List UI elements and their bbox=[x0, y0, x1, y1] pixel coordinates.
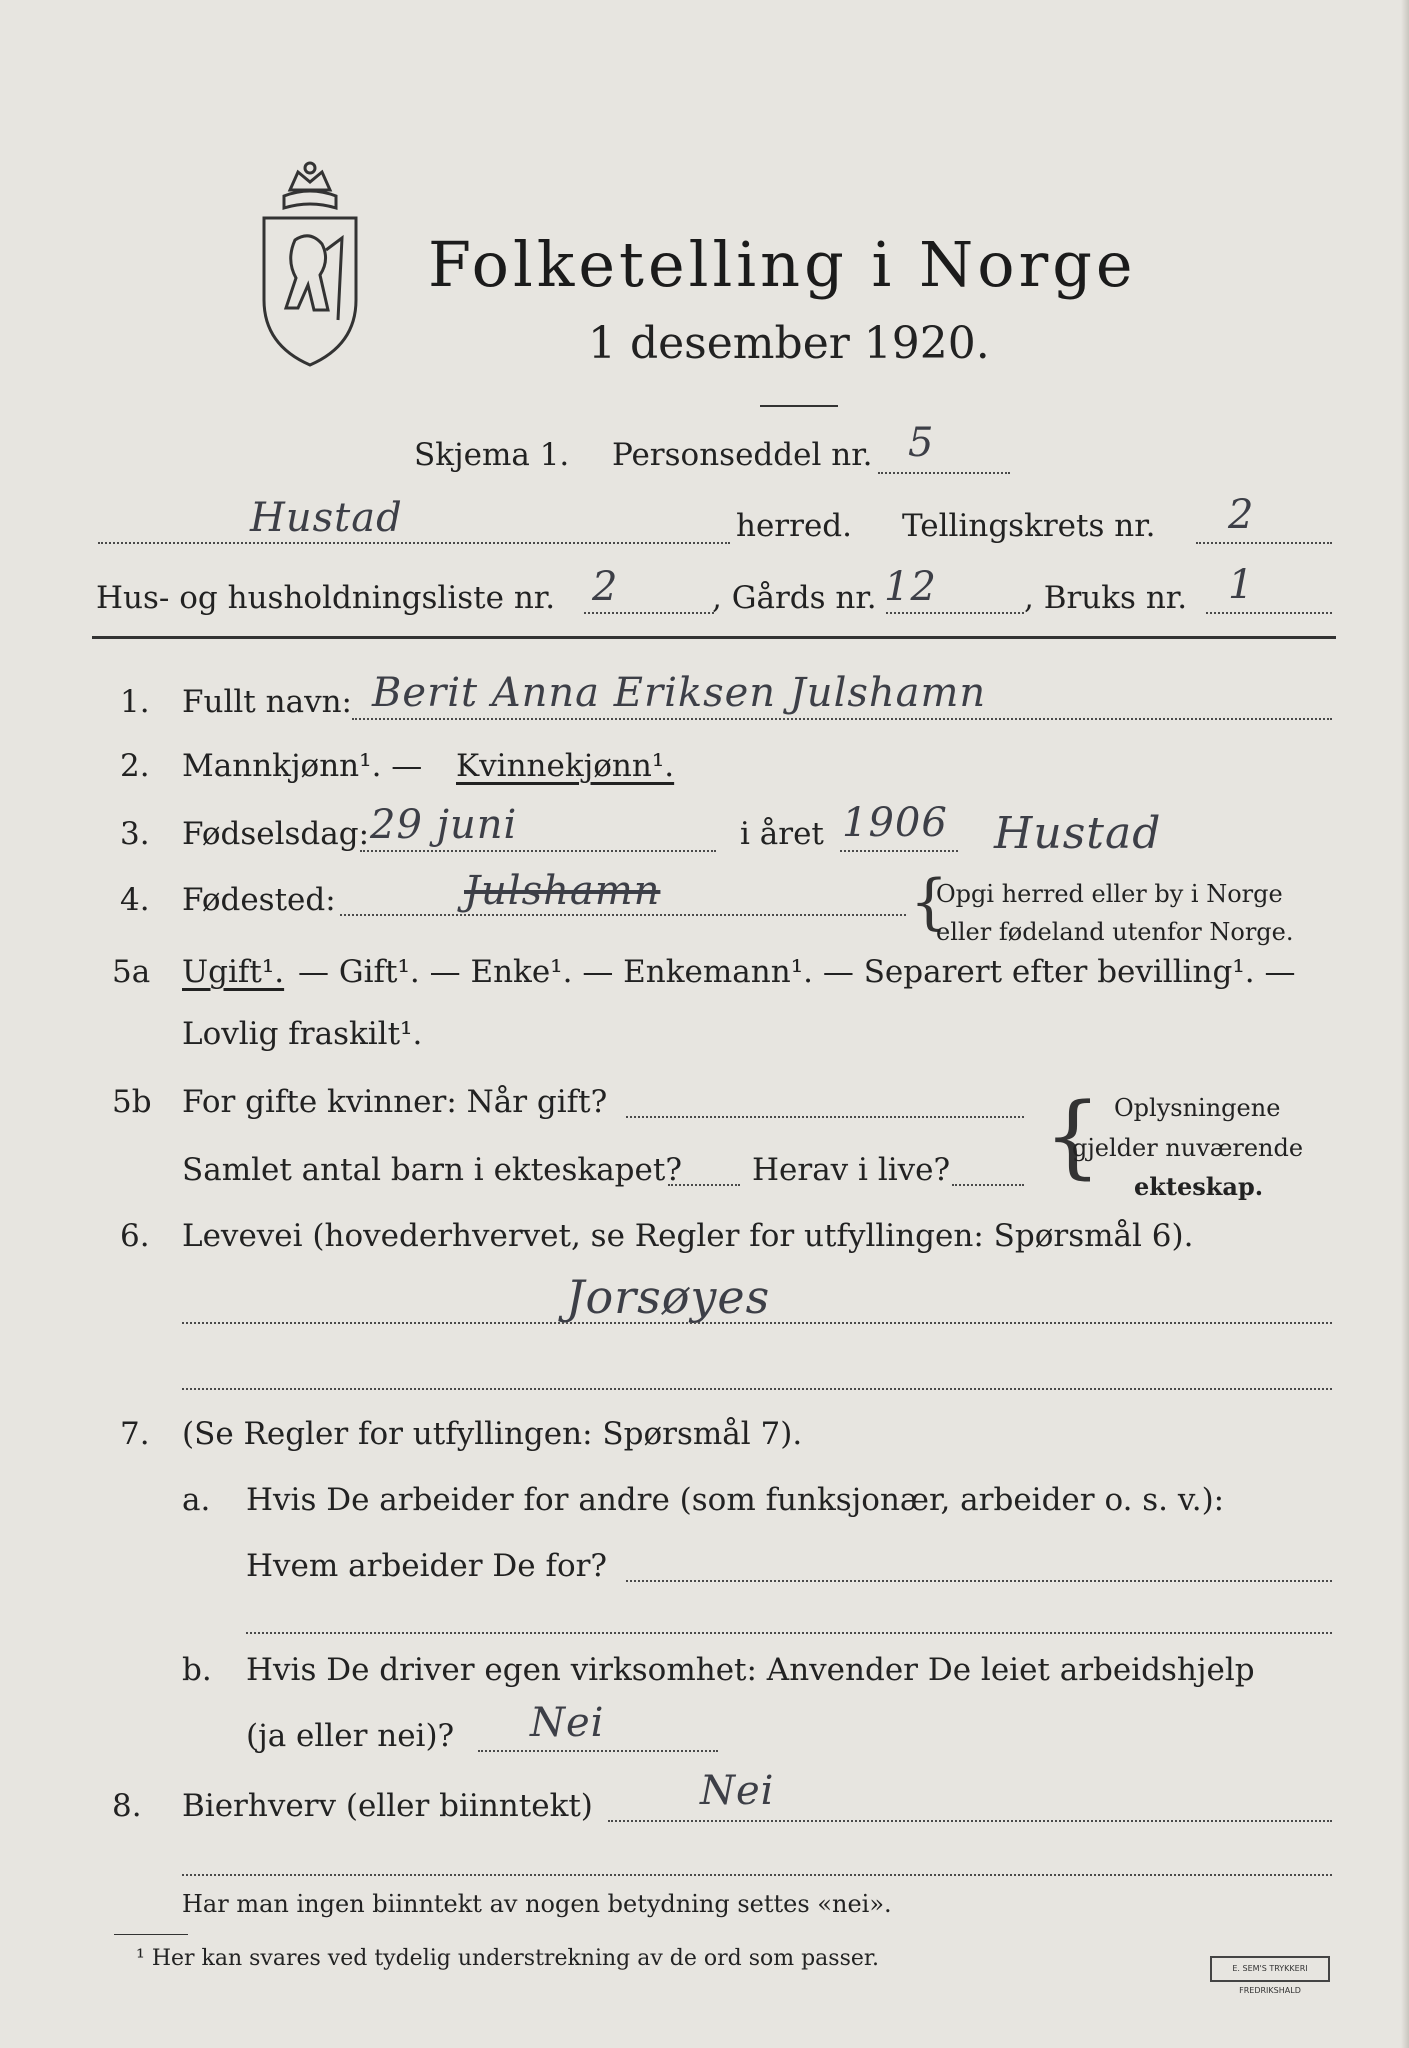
q5b-alive-label: Herav i live? bbox=[752, 1152, 951, 1188]
tellingskrets-value[interactable]: 2 bbox=[1228, 492, 1255, 538]
header-rule bbox=[92, 636, 1336, 639]
gards-value[interactable]: 12 bbox=[884, 564, 937, 610]
footnote-rule bbox=[114, 1934, 188, 1935]
printer-stamp: E. SEM'S TRYKKERI FREDRIKSHALD bbox=[1210, 1956, 1330, 1982]
q7b-line2: (ja eller nei)? bbox=[246, 1718, 455, 1754]
bruks-label: , Bruks nr. bbox=[1024, 580, 1188, 616]
q4-note-line1: Opgi herred eller by i Norge bbox=[936, 880, 1283, 908]
herred-label: herred. bbox=[736, 508, 852, 544]
q7b-line1: Hvis De driver egen virksomhet: Anvender De leiet arbeidshjelp bbox=[246, 1652, 1255, 1688]
q3-number: 3. bbox=[120, 816, 150, 852]
kvinnekjonn-option[interactable]: Kvinnekjønn¹. bbox=[456, 748, 675, 784]
q5b-note-line1: Oplysningene bbox=[1114, 1094, 1281, 1122]
civil-status-options[interactable]: — Gift¹. — Enke¹. — Enkemann¹. — Separert efter bevilling¹. — bbox=[298, 954, 1296, 990]
q4-label: Fødested: bbox=[182, 882, 336, 918]
q7b-number: b. bbox=[182, 1652, 212, 1688]
footnote: ¹ Her kan svares ved tydelig understrekning av de ord som passer. bbox=[136, 1946, 879, 1971]
census-date: 1 desember 1920. bbox=[588, 318, 990, 369]
birth-day-value[interactable]: 29 juni bbox=[370, 802, 518, 848]
personseddel-value[interactable]: 5 bbox=[908, 420, 935, 466]
q7a-line1: Hvis De arbeider for andre (som funksjonær, arbeider o. s. v.): bbox=[246, 1482, 1225, 1518]
q5a-number: 5a bbox=[112, 954, 151, 990]
q7-label: (Se Regler for utfyllingen: Spørsmål 7). bbox=[182, 1416, 803, 1452]
birthplace-value[interactable]: Julshamn bbox=[464, 868, 661, 914]
q1-label: Fullt navn: bbox=[182, 684, 352, 720]
q5b-married-label: For gifte kvinner: Når gift? bbox=[182, 1084, 608, 1120]
hus-label: Hus- og husholdningsliste nr. bbox=[96, 580, 556, 616]
norwegian-coat-of-arms-icon bbox=[250, 160, 370, 370]
q7b-value[interactable]: Nei bbox=[530, 1700, 605, 1746]
q5b-brace: { bbox=[1044, 1084, 1102, 1189]
personseddel-label: Personseddel nr. bbox=[612, 437, 873, 473]
q8-number: 8. bbox=[112, 1788, 142, 1824]
q2-number: 2. bbox=[120, 748, 150, 784]
q7a-number: a. bbox=[182, 1482, 211, 1518]
q7a-line2: Hvem arbeider De for? bbox=[246, 1548, 608, 1584]
form-title: Folketelling i Norge bbox=[428, 228, 1137, 301]
page-edge bbox=[1401, 0, 1409, 2048]
q4-brace: { bbox=[910, 867, 949, 937]
q5b-number: 5b bbox=[112, 1084, 152, 1120]
birth-year-value[interactable]: 1906 bbox=[842, 800, 948, 846]
hus-value[interactable]: 2 bbox=[592, 564, 619, 610]
full-name-value[interactable]: Berit Anna Eriksen Julshamn bbox=[372, 670, 987, 716]
birthplace-correction[interactable]: Hustad bbox=[994, 808, 1162, 859]
gards-label: , Gårds nr. bbox=[712, 580, 877, 616]
title-divider bbox=[760, 405, 838, 407]
q8-value[interactable]: Nei bbox=[700, 1768, 775, 1814]
lovlig-fraskilt-option[interactable]: Lovlig fraskilt¹. bbox=[182, 1016, 423, 1052]
skjema-label: Skjema 1. bbox=[414, 437, 570, 473]
q6-label: Levevei (hovederhvervet, se Regler for utfyllingen: Spørsmål 6). bbox=[182, 1218, 1194, 1254]
herred-value[interactable]: Hustad bbox=[250, 495, 403, 541]
tellingskrets-label: Tellingskrets nr. bbox=[902, 508, 1156, 544]
q5b-children-label: Samlet antal barn i ekteskapet? bbox=[182, 1152, 682, 1188]
bruks-value[interactable]: 1 bbox=[1228, 562, 1255, 608]
q4-number: 4. bbox=[120, 882, 150, 918]
q4-note-line2: eller fødeland utenfor Norge. bbox=[936, 918, 1294, 946]
q1-number: 1. bbox=[120, 684, 150, 720]
q6-number: 6. bbox=[120, 1218, 150, 1254]
q8-label: Bierhverv (eller biinntekt) bbox=[182, 1788, 593, 1824]
q5b-note-line3: ekteskap. bbox=[1134, 1172, 1264, 1201]
q5b-note-line2: gjelder nuværende bbox=[1072, 1134, 1304, 1162]
footer-note: Har man ingen biinntekt av nogen betydning settes «nei». bbox=[182, 1890, 892, 1918]
occupation-value[interactable]: Jorsøyes bbox=[566, 1270, 771, 1324]
ugift-option[interactable]: Ugift¹. bbox=[182, 954, 285, 990]
year-label: i året bbox=[740, 816, 824, 852]
q3-label: Fødselsdag: bbox=[182, 816, 370, 852]
q7-number: 7. bbox=[120, 1416, 150, 1452]
mannkjonn-option[interactable]: Mannkjønn¹. — bbox=[182, 748, 423, 784]
